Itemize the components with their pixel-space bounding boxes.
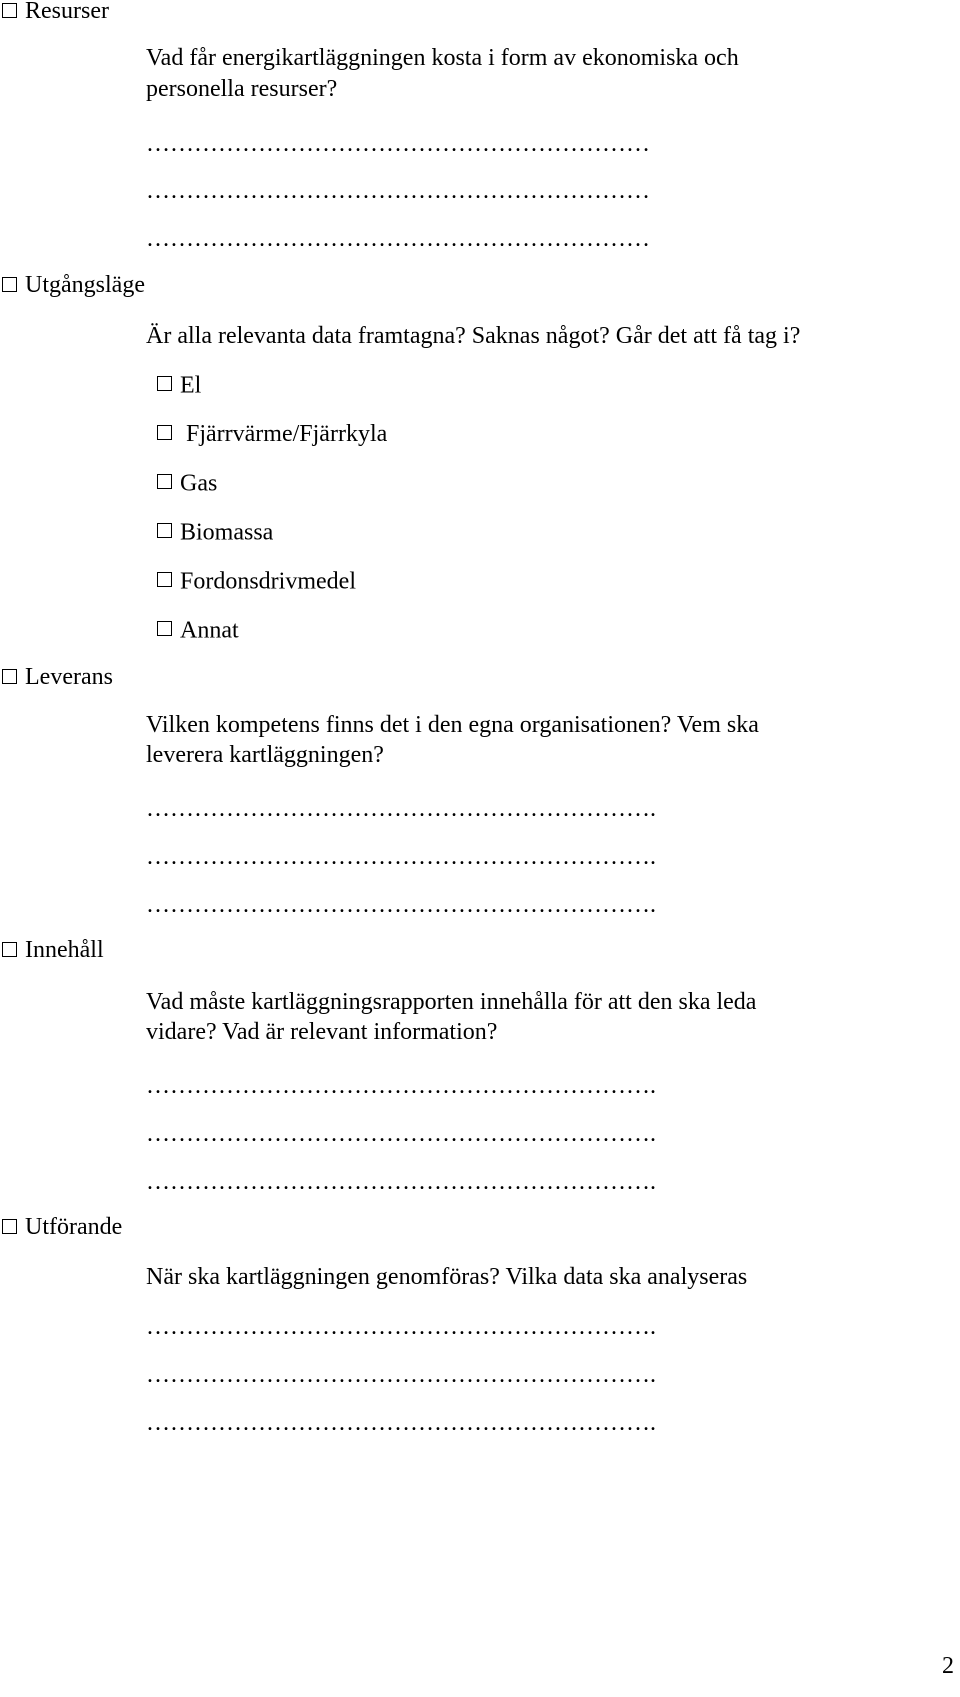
option-label: Fjärrvärme/Fjärrkyla — [186, 421, 388, 448]
answer-line[interactable]: ………………………………………………………. — [146, 1410, 656, 1436]
checkbox[interactable] — [157, 621, 172, 636]
answer-line[interactable]: ………………………………………………………. — [146, 1121, 656, 1147]
option-biomassa[interactable] — [157, 517, 273, 546]
checkbox[interactable] — [157, 523, 172, 538]
section-label: Utförande — [25, 1214, 123, 1240]
answer-line[interactable]: ………………………………………………………. — [146, 796, 656, 822]
section-label: Innehåll — [25, 937, 104, 963]
checkbox[interactable] — [157, 572, 172, 587]
utgangslage-question: Är alla relevanta data framtagna? Saknas något? Går det att få tag i? — [146, 323, 801, 349]
checkbox[interactable] — [2, 669, 17, 684]
innehall-question-line2: vidare? Vad är relevant information? — [146, 1019, 498, 1045]
section-label: Leverans — [25, 664, 113, 690]
option-label: Gas — [180, 470, 218, 497]
checkbox[interactable] — [2, 3, 17, 18]
resurser-question-line1: Vad får energikartläggningen kosta i form av ekonomiska och — [146, 45, 739, 71]
section-label: Resurser — [25, 0, 109, 24]
section-resurser — [2, 0, 109, 25]
section-label: Utgångsläge — [25, 272, 145, 298]
answer-line[interactable]: ……………………………………………………… — [146, 178, 650, 204]
innehall-question-line1: Vad måste kartläggningsrapporten innehålla för att den ska leda — [146, 989, 757, 1015]
answer-line[interactable]: ………………………………………………………. — [146, 1314, 656, 1340]
checkbox[interactable] — [157, 425, 172, 440]
answer-line[interactable]: ……………………………………………………… — [146, 226, 650, 252]
option-fordonsdrivmedel[interactable] — [157, 566, 356, 595]
answer-line[interactable]: ………………………………………………………. — [146, 1169, 656, 1195]
answer-line[interactable]: ………………………………………………………. — [146, 1362, 656, 1388]
section-innehall — [2, 936, 104, 964]
checkbox[interactable] — [157, 376, 172, 391]
resurser-question-line2: personella resurser? — [146, 76, 338, 102]
option-label: Biomassa — [180, 519, 274, 546]
answer-line[interactable]: ………………………………………………………. — [146, 892, 656, 918]
leverans-question-line1: Vilken kompetens finns det i den egna organisationen? Vem ska — [146, 712, 759, 738]
option-gas[interactable] — [157, 468, 217, 497]
leverans-question-line2: leverera kartläggningen? — [146, 742, 384, 768]
section-leverans — [2, 663, 113, 691]
section-utforande — [2, 1213, 122, 1241]
checkbox[interactable] — [2, 277, 17, 292]
option-label: El — [180, 372, 202, 399]
option-label: Annat — [180, 617, 239, 644]
checkbox[interactable] — [157, 474, 172, 489]
answer-line[interactable]: ………………………………………………………. — [146, 1073, 656, 1099]
page-number: 2 — [942, 1653, 954, 1679]
answer-line[interactable]: ………………………………………………………. — [146, 844, 656, 870]
section-utgangslage — [2, 271, 145, 299]
option-el[interactable] — [157, 370, 201, 399]
option-fjarrvarme[interactable] — [157, 419, 387, 448]
utforande-question: När ska kartläggningen genomföras? Vilka data ska analyseras — [146, 1264, 748, 1290]
option-label: Fordonsdrivmedel — [180, 568, 356, 595]
checkbox[interactable] — [2, 942, 17, 957]
answer-line[interactable]: ……………………………………………………… — [146, 131, 650, 157]
checkbox[interactable] — [2, 1219, 17, 1234]
option-annat[interactable] — [157, 615, 239, 644]
